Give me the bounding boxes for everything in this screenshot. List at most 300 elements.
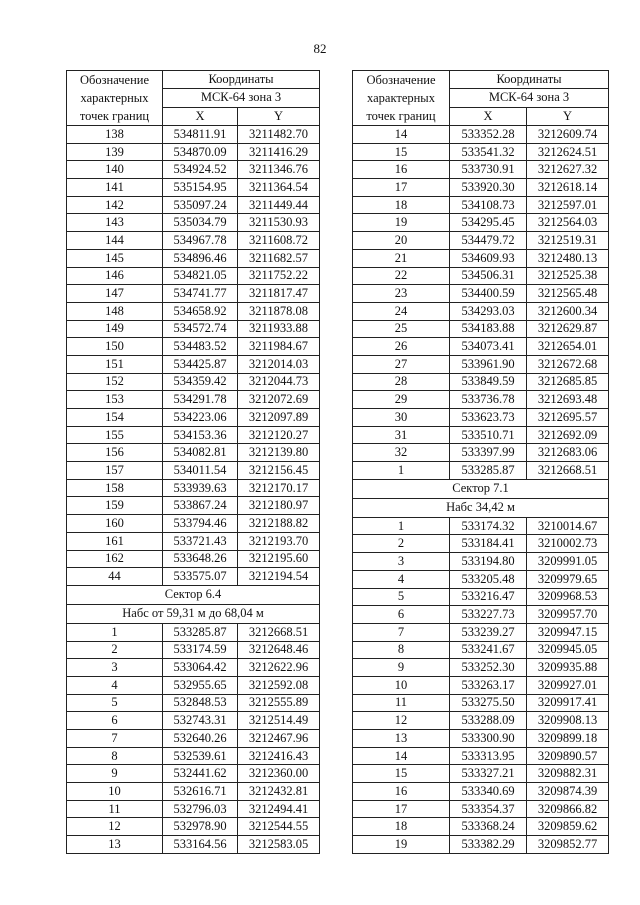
point-id-cell: 8 [353,641,450,659]
y-coordinate-cell: 3212525.38 [527,267,609,285]
table-row [353,570,609,588]
table-row [353,196,609,214]
x-coordinate-cell: 534108.73 [450,196,527,214]
coordinate-system-header: МСК-64 зона 3 [450,89,609,107]
table-row [67,214,320,232]
point-id-cell: 17 [353,800,450,818]
x-coordinate-cell: 533648.26 [163,550,238,568]
table-row [353,409,609,427]
y-coordinate-cell: 3212519.31 [527,232,609,250]
point-id-cell: 10 [353,676,450,694]
table-row [67,550,320,568]
x-coordinate-cell: 533313.95 [450,747,527,765]
table-row [67,818,320,836]
designation-header-line: характерных [367,91,435,105]
x-coordinate-cell: 533961.90 [450,355,527,373]
y-coordinate-cell: 3209917.41 [527,694,609,712]
table-row [67,320,320,338]
y-coordinate-cell: 3212072.69 [238,391,320,409]
y-coordinate-cell: 3211482.70 [238,126,320,144]
table-row [353,535,609,553]
y-coordinate-cell: 3212555.89 [238,694,320,712]
y-coordinate-cell: 3212685.85 [527,373,609,391]
x-coordinate-cell: 533354.37 [450,800,527,818]
point-id-cell: 2 [67,641,163,659]
point-id-cell: 10 [67,783,163,801]
sector-title: Сектор 6.4 [67,585,320,604]
point-id-cell: 11 [67,800,163,818]
y-coordinate-cell: 3212648.46 [238,641,320,659]
table-row [67,462,320,480]
table-row [353,641,609,659]
x-coordinate-cell: 533736.78 [450,391,527,409]
y-coordinate-cell: 3209947.15 [527,623,609,641]
table-row [67,765,320,783]
point-id-cell: 147 [67,285,163,303]
y-coordinate-cell: 3211530.93 [238,214,320,232]
table-row [67,730,320,748]
table-row [67,623,320,641]
y-coordinate-cell: 3212654.01 [527,338,609,356]
table-row [353,836,609,854]
right-rows-b [353,517,609,853]
y-coordinate-cell: 3209859.62 [527,818,609,836]
y-header: Y [238,107,320,125]
table-row [353,730,609,748]
point-id-cell: 145 [67,249,163,267]
point-id-cell: 156 [67,444,163,462]
y-coordinate-cell: 3212624.51 [527,143,609,161]
table-row [67,285,320,303]
y-coordinate-cell: 3211364.54 [238,179,320,197]
point-id-cell: 18 [353,196,450,214]
point-id-cell: 159 [67,497,163,515]
y-coordinate-cell: 3212467.96 [238,730,320,748]
y-coordinate-cell: 3212193.70 [238,532,320,550]
x-coordinate-cell: 533340.69 [450,783,527,801]
right-rows-a [353,126,609,480]
point-id-cell: 152 [67,373,163,391]
y-coordinate-cell: 3212672.68 [527,355,609,373]
x-coordinate-cell: 533730.91 [450,161,527,179]
point-id-cell: 148 [67,302,163,320]
y-coordinate-cell: 3212514.49 [238,712,320,730]
y-coordinate-cell: 3211752.22 [238,267,320,285]
table-row [353,391,609,409]
point-id-cell: 16 [353,161,450,179]
point-id-cell: 19 [353,836,450,854]
x-coordinate-cell: 533064.42 [163,659,238,677]
point-id-cell: 12 [67,818,163,836]
table-row [67,479,320,497]
table-row [67,143,320,161]
table-row [67,641,320,659]
table-row [67,409,320,427]
left-rows-a [67,126,320,586]
x-coordinate-cell: 534153.36 [163,426,238,444]
table-row [353,179,609,197]
x-coordinate-cell: 534425.87 [163,355,238,373]
designation-header-line: Обозначение [79,73,150,87]
table-row [353,320,609,338]
table-row [353,214,609,232]
table-row [67,196,320,214]
point-id-cell: 158 [67,479,163,497]
designation-header-line: точек границ [366,109,436,123]
table-row [67,426,320,444]
y-coordinate-cell: 3212188.82 [238,515,320,533]
table-row [353,818,609,836]
point-id-cell: 30 [353,409,450,427]
y-coordinate-cell: 3211878.08 [238,302,320,320]
point-id-cell: 9 [67,765,163,783]
y-coordinate-cell: 3212014.03 [238,355,320,373]
y-coordinate-cell: 3212692.09 [527,426,609,444]
y-coordinate-cell: 3209899.18 [527,730,609,748]
x-coordinate-cell: 533285.87 [163,623,238,641]
table-row [353,267,609,285]
table-row [67,249,320,267]
table-row [353,373,609,391]
y-coordinate-cell: 3211346.76 [238,161,320,179]
x-coordinate-cell: 534870.09 [163,143,238,161]
y-coordinate-cell: 3209852.77 [527,836,609,854]
x-coordinate-cell: 534658.92 [163,302,238,320]
table-row [353,694,609,712]
x-coordinate-cell: 533920.30 [450,179,527,197]
point-id-cell: 160 [67,515,163,533]
x-coordinate-cell: 533174.32 [450,517,527,535]
table-row [353,249,609,267]
point-id-cell: 14 [353,126,450,144]
x-coordinate-cell: 534293.03 [450,302,527,320]
y-coordinate-cell: 3212416.43 [238,747,320,765]
table-row [353,355,609,373]
point-id-cell: 13 [353,730,450,748]
x-coordinate-cell: 533794.46 [163,515,238,533]
point-id-cell: 1 [353,517,450,535]
y-coordinate-cell: 3210002.73 [527,535,609,553]
sector-subtitle: Набс 34,42 м [353,498,609,517]
table-row [353,462,609,480]
x-coordinate-cell: 533194.80 [450,553,527,571]
x-coordinate-cell: 533239.27 [450,623,527,641]
table-row [353,553,609,571]
x-coordinate-cell: 534479.72 [450,232,527,250]
y-coordinate-cell: 3212565.48 [527,285,609,303]
point-id-cell: 6 [67,712,163,730]
point-id-cell: 21 [353,249,450,267]
table-row [67,338,320,356]
sector-subtitle: Набс от 59,31 м до 68,04 м [67,604,320,623]
table-row [353,606,609,624]
table-row [353,659,609,677]
y-coordinate-cell: 3209957.70 [527,606,609,624]
point-id-cell: 144 [67,232,163,250]
y-coordinate-cell: 3212600.34 [527,302,609,320]
point-id-cell: 1 [353,462,450,480]
y-coordinate-cell: 3209927.01 [527,676,609,694]
designation-header-line: Обозначение [366,73,436,87]
designation-header [353,71,450,126]
table-row [353,232,609,250]
point-id-cell: 142 [67,196,163,214]
table-row [67,391,320,409]
x-coordinate-cell: 534011.54 [163,462,238,480]
x-coordinate-cell: 534811.91 [163,126,238,144]
table-row [353,517,609,535]
x-coordinate-cell: 534082.81 [163,444,238,462]
y-coordinate-cell: 3209882.31 [527,765,609,783]
x-coordinate-cell: 533368.24 [450,818,527,836]
table-row [67,444,320,462]
point-id-cell: 15 [353,143,450,161]
table-row [67,232,320,250]
y-coordinate-cell: 3209908.13 [527,712,609,730]
y-coordinate-cell: 3212668.51 [238,623,320,641]
point-id-cell: 8 [67,747,163,765]
coordinates-header: Координаты [163,71,320,89]
x-coordinate-cell: 533275.50 [450,694,527,712]
x-coordinate-cell: 534896.46 [163,249,238,267]
point-id-cell: 32 [353,444,450,462]
table-row [353,444,609,462]
x-coordinate-cell: 533352.28 [450,126,527,144]
point-id-cell: 20 [353,232,450,250]
point-id-cell: 11 [353,694,450,712]
x-coordinate-cell: 534183.88 [450,320,527,338]
point-id-cell: 151 [67,355,163,373]
x-coordinate-cell: 533327.21 [450,765,527,783]
point-id-cell: 29 [353,391,450,409]
x-coordinate-cell: 535034.79 [163,214,238,232]
y-coordinate-cell: 3212564.03 [527,214,609,232]
table-row [67,179,320,197]
coordinates-header: Координаты [450,71,609,89]
y-coordinate-cell: 3211449.44 [238,196,320,214]
point-id-cell: 24 [353,302,450,320]
table-row [67,126,320,144]
x-coordinate-cell: 533241.67 [450,641,527,659]
x-coordinate-cell: 532978.90 [163,818,238,836]
table-row [67,568,320,586]
point-id-cell: 157 [67,462,163,480]
table-row [353,800,609,818]
y-coordinate-cell: 3212097.89 [238,409,320,427]
table-row [67,676,320,694]
point-id-cell: 4 [67,676,163,694]
table-row [353,712,609,730]
y-coordinate-cell: 3212583.05 [238,836,320,854]
point-id-cell: 31 [353,426,450,444]
x-coordinate-cell: 534572.74 [163,320,238,338]
point-id-cell: 2 [353,535,450,553]
x-coordinate-cell: 533184.41 [450,535,527,553]
point-id-cell: 19 [353,214,450,232]
point-id-cell: 1 [67,623,163,641]
table-row [353,747,609,765]
table-row [353,623,609,641]
y-coordinate-cell: 3210014.67 [527,517,609,535]
table-row [353,126,609,144]
table-row [67,373,320,391]
x-coordinate-cell: 534400.59 [450,285,527,303]
x-coordinate-cell: 534506.31 [450,267,527,285]
point-id-cell: 140 [67,161,163,179]
y-header: Y [527,107,609,125]
point-id-cell: 141 [67,179,163,197]
y-coordinate-cell: 3211682.57 [238,249,320,267]
point-id-cell: 27 [353,355,450,373]
x-header: X [163,107,238,125]
y-coordinate-cell: 3212494.41 [238,800,320,818]
x-coordinate-cell: 533623.73 [450,409,527,427]
x-coordinate-cell: 534741.77 [163,285,238,303]
x-coordinate-cell: 532743.31 [163,712,238,730]
table-row [67,836,320,854]
table-row [353,285,609,303]
x-coordinate-cell: 532955.65 [163,676,238,694]
point-id-cell: 23 [353,285,450,303]
designation-header [67,71,163,126]
y-coordinate-cell: 3212480.13 [527,249,609,267]
point-id-cell: 9 [353,659,450,677]
point-id-cell: 6 [353,606,450,624]
x-coordinate-cell: 532848.53 [163,694,238,712]
point-id-cell: 138 [67,126,163,144]
x-header: X [450,107,527,125]
y-coordinate-cell: 3212668.51 [527,462,609,480]
point-id-cell: 22 [353,267,450,285]
x-coordinate-cell: 535097.24 [163,196,238,214]
x-coordinate-cell: 533252.30 [450,659,527,677]
x-coordinate-cell: 532441.62 [163,765,238,783]
y-coordinate-cell: 3212629.87 [527,320,609,338]
y-coordinate-cell: 3212432.81 [238,783,320,801]
point-id-cell: 5 [67,694,163,712]
point-id-cell: 25 [353,320,450,338]
coordinate-system-header: МСК-64 зона 3 [163,89,320,107]
table-row [67,712,320,730]
y-coordinate-cell: 3212609.74 [527,126,609,144]
x-coordinate-cell: 532640.26 [163,730,238,748]
page-number: 82 [313,41,327,56]
table-row [67,800,320,818]
x-coordinate-cell: 533300.90 [450,730,527,748]
y-coordinate-cell: 3209945.05 [527,641,609,659]
table-row [67,659,320,677]
point-id-cell: 153 [67,391,163,409]
x-coordinate-cell: 534223.06 [163,409,238,427]
point-id-cell: 44 [67,568,163,586]
y-coordinate-cell: 3212120.27 [238,426,320,444]
x-coordinate-cell: 533575.07 [163,568,238,586]
point-id-cell: 161 [67,532,163,550]
y-coordinate-cell: 3212597.01 [527,196,609,214]
y-coordinate-cell: 3209935.88 [527,659,609,677]
x-coordinate-cell: 533164.56 [163,836,238,854]
x-coordinate-cell: 535154.95 [163,179,238,197]
y-coordinate-cell: 3211984.67 [238,338,320,356]
point-id-cell: 17 [353,179,450,197]
table-row [353,161,609,179]
table-row [67,694,320,712]
x-coordinate-cell: 532539.61 [163,747,238,765]
y-coordinate-cell: 3212627.32 [527,161,609,179]
point-id-cell: 28 [353,373,450,391]
coordinates-table-left [66,70,320,854]
point-id-cell: 5 [353,588,450,606]
y-coordinate-cell: 3209874.39 [527,783,609,801]
point-id-cell: 162 [67,550,163,568]
x-coordinate-cell: 534295.45 [450,214,527,232]
y-coordinate-cell: 3209991.05 [527,553,609,571]
x-coordinate-cell: 533174.59 [163,641,238,659]
point-id-cell: 155 [67,426,163,444]
point-id-cell: 26 [353,338,450,356]
y-coordinate-cell: 3211608.72 [238,232,320,250]
y-coordinate-cell: 3209979.65 [527,570,609,588]
y-coordinate-cell: 3212170.17 [238,479,320,497]
y-coordinate-cell: 3212618.14 [527,179,609,197]
x-coordinate-cell: 533263.17 [450,676,527,694]
point-id-cell: 18 [353,818,450,836]
x-coordinate-cell: 534924.52 [163,161,238,179]
table-row [353,783,609,801]
x-coordinate-cell: 533721.43 [163,532,238,550]
point-id-cell: 7 [353,623,450,641]
sector-title: Сектор 7.1 [353,479,609,498]
x-coordinate-cell: 534821.05 [163,267,238,285]
y-coordinate-cell: 3209968.53 [527,588,609,606]
x-coordinate-cell: 533285.87 [450,462,527,480]
x-coordinate-cell: 533227.73 [450,606,527,624]
x-coordinate-cell: 534291.78 [163,391,238,409]
x-coordinate-cell: 533849.59 [450,373,527,391]
y-coordinate-cell: 3212195.60 [238,550,320,568]
designation-header-line: характерных [80,91,149,105]
y-coordinate-cell: 3212139.80 [238,444,320,462]
table-row [353,426,609,444]
point-id-cell: 3 [353,553,450,571]
table-row [67,161,320,179]
point-id-cell: 143 [67,214,163,232]
x-coordinate-cell: 534967.78 [163,232,238,250]
x-coordinate-cell: 532616.71 [163,783,238,801]
y-coordinate-cell: 3212360.00 [238,765,320,783]
x-coordinate-cell: 533382.29 [450,836,527,854]
point-id-cell: 15 [353,765,450,783]
x-coordinate-cell: 534483.52 [163,338,238,356]
y-coordinate-cell: 3212044.73 [238,373,320,391]
y-coordinate-cell: 3212592.08 [238,676,320,694]
table-row [353,302,609,320]
table-row [67,783,320,801]
point-id-cell: 13 [67,836,163,854]
table-row [353,765,609,783]
y-coordinate-cell: 3212180.97 [238,497,320,515]
left-rows-b [67,623,320,853]
table-row [353,338,609,356]
x-coordinate-cell: 533939.63 [163,479,238,497]
y-coordinate-cell: 3209866.82 [527,800,609,818]
point-id-cell: 7 [67,730,163,748]
table-row [353,143,609,161]
table-row [353,676,609,694]
y-coordinate-cell: 3211933.88 [238,320,320,338]
y-coordinate-cell: 3212622.96 [238,659,320,677]
point-id-cell: 16 [353,783,450,801]
